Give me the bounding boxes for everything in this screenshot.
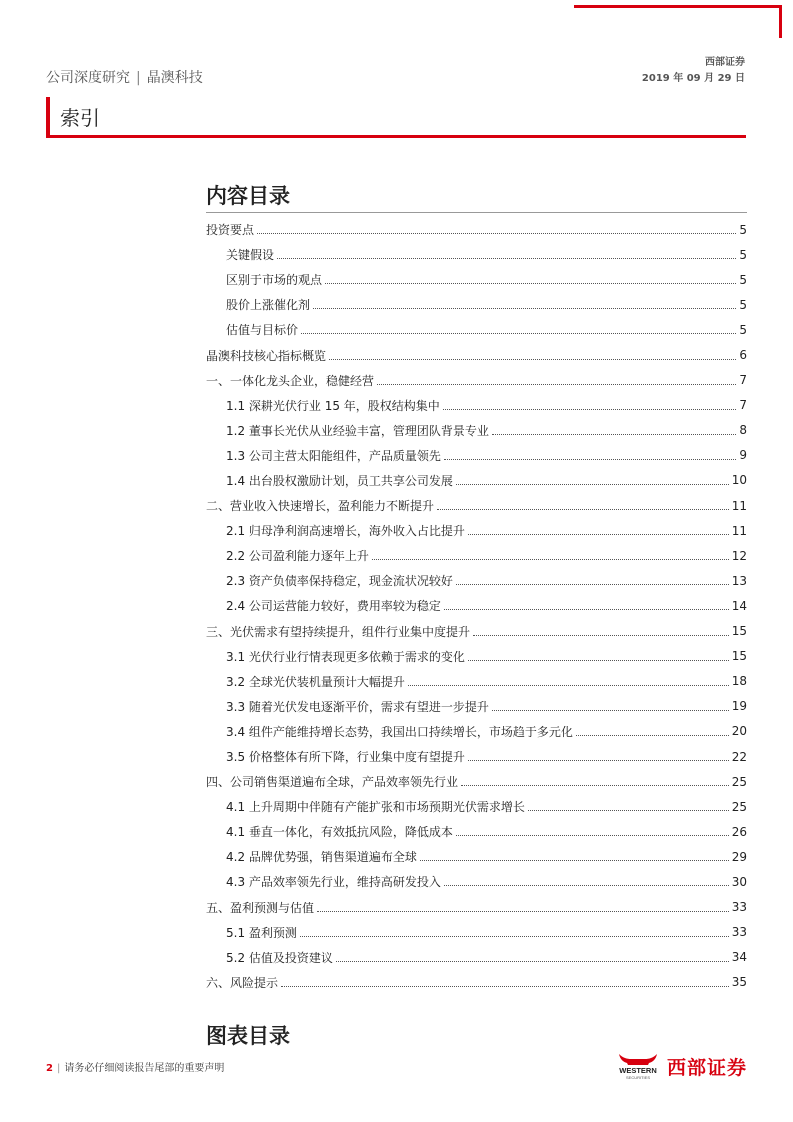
toc-dot-leader: [468, 534, 729, 535]
toc-entry-page: 22: [731, 749, 747, 764]
toc-entry-label: 1.3 公司主营太阳能组件，产品质量领先: [226, 448, 441, 463]
toc-entry[interactable]: [206, 468, 747, 493]
toc-entry[interactable]: [206, 644, 747, 669]
toc-entry[interactable]: [206, 368, 747, 393]
toc-entry-label: 3.1 光伏行业行情表现更多依赖于需求的变化: [226, 649, 465, 664]
toc-entry-page: 20: [731, 724, 747, 739]
toc-entry-page: 33: [731, 925, 747, 940]
toc-entry-page: 7: [739, 398, 747, 413]
toc-entry-page: 18: [731, 674, 747, 689]
logo-cn-text: 西部证券: [666, 1056, 747, 1079]
toc-entry-page: 11: [731, 498, 747, 513]
table-of-contents: [206, 217, 747, 995]
toc-dot-leader: [317, 911, 729, 912]
toc-dot-leader: [492, 710, 729, 711]
toc-entry-page: 19: [731, 699, 747, 714]
toc-dot-leader: [372, 559, 729, 560]
toc-entry-label: 4.2 品牌优势强，销售渠道遍布全球: [226, 850, 417, 865]
toc-entry-page: 33: [731, 900, 747, 915]
toc-entry-label: 3.5 价格整体有所下降，行业集中度有望提升: [226, 750, 465, 765]
toc-entry[interactable]: [206, 543, 747, 568]
toc-entry-page: 14: [731, 598, 747, 613]
toc-entry[interactable]: [206, 568, 747, 593]
toc-entry-page: 5: [739, 272, 747, 287]
toc-entry-page: 6: [739, 348, 747, 363]
toc-entry[interactable]: [206, 493, 747, 518]
toc-entry-page: 9: [739, 448, 747, 463]
toc-entry-page: 25: [731, 774, 747, 789]
toc-entry[interactable]: [206, 794, 747, 819]
toc-dot-leader: [468, 760, 729, 761]
toc-dot-leader: [444, 459, 736, 460]
toc-entry[interactable]: [206, 292, 747, 317]
footer-disclaimer: 请务必仔细阅读报告尾部的重要声明: [64, 1063, 225, 1074]
toc-entry[interactable]: [206, 342, 747, 367]
toc-dot-leader: [420, 860, 729, 861]
toc-entry-page: 25: [731, 799, 747, 814]
corner-decoration-vertical: [779, 5, 782, 38]
toc-entry-label: 五、盈利预测与估值: [206, 900, 315, 915]
toc-entry[interactable]: [206, 744, 747, 769]
toc-entry[interactable]: [206, 393, 747, 418]
figure-list-title: 图表目录: [206, 1024, 290, 1048]
toc-dot-leader: [325, 283, 736, 284]
toc-entry-page: 13: [731, 573, 747, 588]
section-underline: [46, 135, 746, 138]
toc-entry[interactable]: [206, 819, 747, 844]
toc-entry-label: 关键假设: [226, 248, 275, 263]
toc-dot-leader: [281, 986, 729, 987]
toc-dot-leader: [456, 584, 729, 585]
header-left: [46, 67, 203, 87]
toc-entry-label: 1.1 深耕光伏行业 15 年，股权结构集中: [226, 398, 440, 413]
toc-dot-leader: [300, 936, 729, 937]
toc-entry-label: 六、风险提示: [206, 975, 279, 990]
toc-entry-page: 5: [739, 297, 747, 312]
toc-entry-label: 3.2 全球光伏装机量预计大幅提升: [226, 674, 405, 689]
toc-dot-leader: [576, 735, 729, 736]
toc-dot-leader: [468, 660, 729, 661]
toc-dot-leader: [528, 810, 729, 811]
toc-entry[interactable]: [206, 317, 747, 342]
toc-entry[interactable]: [206, 694, 747, 719]
toc-dot-leader: [461, 785, 729, 786]
toc-dot-leader: [456, 835, 729, 836]
toc-entry-label: 三、光伏需求有望持续提升，组件行业集中度提升: [206, 624, 471, 639]
toc-entry-page: 15: [731, 649, 747, 664]
toc-entry-label: 一、一体化龙头企业，稳健经营: [206, 373, 375, 388]
header-separator: |: [136, 70, 141, 86]
toc-entry[interactable]: [206, 719, 747, 744]
toc-dot-leader: [437, 509, 729, 510]
toc-entry-page: 7: [739, 373, 747, 388]
toc-entry-page: 5: [739, 222, 747, 237]
header-right: [642, 55, 745, 87]
toc-entry[interactable]: [206, 920, 747, 945]
broker-logo: [615, 1051, 747, 1081]
page-number: 2: [46, 1063, 53, 1074]
toc-dot-leader: [257, 233, 736, 234]
page-footer: [46, 1059, 224, 1074]
toc-entry-label: 四、公司销售渠道遍布全球，产品效率领先行业: [206, 775, 459, 790]
toc-entry[interactable]: [206, 418, 747, 443]
toc-entry-page: 35: [731, 975, 747, 990]
report-date: 2019 年 09 月 29 日: [641, 73, 745, 84]
report-type: 公司深度研究: [46, 70, 130, 86]
toc-dot-leader: [336, 961, 729, 962]
toc-dot-leader: [408, 685, 729, 686]
toc-dot-leader: [377, 384, 736, 385]
toc-entry-label: 晶澳科技核心指标概览: [206, 348, 327, 363]
company-name: 晶澳科技: [146, 70, 203, 86]
toc-entry-label: 2.2 公司盈利能力逐年上升: [226, 549, 369, 564]
section-header: [46, 97, 746, 139]
toc-entry-label: 股价上涨催化剂: [226, 298, 311, 313]
toc-entry-page: 12: [731, 548, 747, 563]
toc-entry-label: 投资要点: [206, 223, 255, 238]
toc-entry[interactable]: [206, 669, 747, 694]
toc-entry-page: 5: [739, 322, 747, 337]
toc-entry[interactable]: [206, 895, 747, 920]
toc-entry[interactable]: [206, 970, 747, 995]
toc-dot-leader: [444, 885, 729, 886]
toc-entry-page: 11: [731, 523, 747, 538]
toc-entry-label: 5.2 估值及投资建议: [226, 950, 333, 965]
toc-entry-label: 2.3 资产负债率保持稳定，现金流状况较好: [226, 574, 453, 589]
toc-entry-page: 34: [731, 950, 747, 965]
toc-entry[interactable]: [206, 619, 747, 644]
toc-entry-label: 3.4 组件产能维持增长态势，我国出口持续增长，市场趋于多元化: [226, 724, 573, 739]
toc-dot-leader: [301, 333, 736, 334]
toc-entry[interactable]: [206, 945, 747, 970]
toc-entry-page: 5: [739, 247, 747, 262]
toc-entry[interactable]: [206, 518, 747, 543]
footer-separator: |: [56, 1063, 61, 1074]
toc-entry-page: 10: [731, 473, 747, 488]
toc-dot-leader: [313, 308, 736, 309]
toc-entry[interactable]: [206, 844, 747, 869]
broker-name: 西部证券: [705, 57, 745, 68]
toc-entry[interactable]: [206, 267, 747, 292]
corner-decoration-horizontal: [574, 5, 782, 8]
toc-title: 内容目录: [206, 184, 290, 208]
toc-dot-leader: [277, 258, 736, 259]
toc-entry-label: 4.1 上升周期中伴随有产能扩张和市场预期光伏需求增长: [226, 800, 525, 815]
toc-dot-leader: [443, 409, 737, 410]
toc-dot-leader: [473, 635, 729, 636]
toc-entry-label: 2.1 归母净利润高速增长，海外收入占比提升: [226, 524, 465, 539]
toc-entry-label: 4.3 产品效率领先行业，维持高研发投入: [226, 875, 441, 890]
toc-entry-page: 15: [731, 624, 747, 639]
toc-entry-label: 4.1 垂直一体化，有效抵抗风险，降低成本: [226, 825, 453, 840]
toc-entry[interactable]: [206, 217, 747, 242]
toc-entry-page: 30: [731, 874, 747, 889]
toc-entry-page: 26: [731, 824, 747, 839]
toc-entry-label: 估值与目标价: [226, 323, 299, 338]
logo-en-text: WESTERN: [619, 1066, 657, 1075]
toc-entry-label: 3.3 随着光伏发电逐渐平价，需求有望进一步提升: [226, 699, 489, 714]
toc-dot-leader: [456, 484, 729, 485]
toc-entry-label: 1.2 董事长光伏从业经验丰富，管理团队背景专业: [226, 423, 489, 438]
toc-dot-leader: [444, 609, 729, 610]
toc-dot-leader: [492, 434, 736, 435]
toc-title-rule: [206, 212, 747, 213]
toc-entry-label: 2.4 公司运营能力较好，费用率较为稳定: [226, 599, 441, 614]
toc-entry[interactable]: [206, 242, 747, 267]
toc-entry-label: 区别于市场的观点: [226, 273, 323, 288]
section-title: 索引: [60, 106, 100, 130]
logo-en-subtext: SECURITIES: [625, 1075, 650, 1080]
toc-entry-label: 二、营业收入快速增长，盈利能力不断提升: [206, 499, 435, 514]
toc-entry[interactable]: [206, 443, 747, 468]
toc-entry-page: 29: [731, 849, 747, 864]
toc-entry[interactable]: [206, 769, 747, 794]
bull-logo-icon: [615, 1052, 661, 1080]
toc-entry-page: 8: [739, 423, 747, 438]
toc-entry[interactable]: [206, 593, 747, 618]
section-accent: [46, 97, 50, 135]
toc-entry-label: 1.4 出台股权激励计划，员工共享公司发展: [226, 473, 453, 488]
toc-entry[interactable]: [206, 869, 747, 894]
toc-dot-leader: [329, 359, 736, 360]
toc-entry-label: 5.1 盈利预测: [226, 925, 297, 940]
